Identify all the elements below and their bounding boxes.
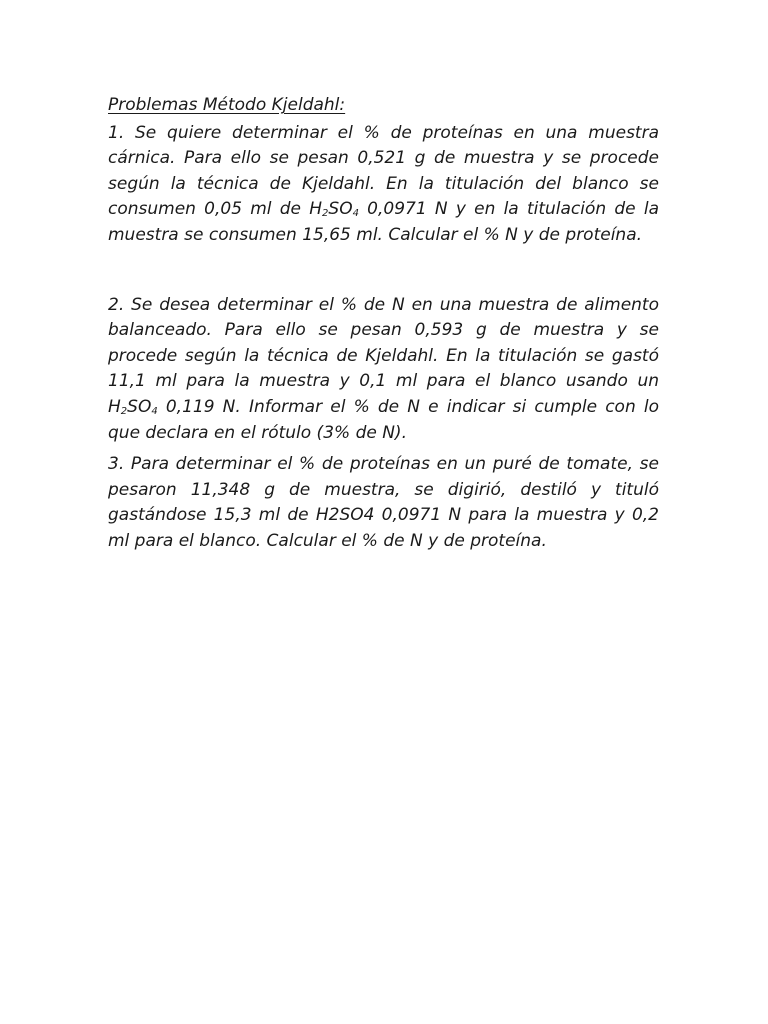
problem-3: 3. Para determinar el % de proteínas en un puré de tomate, se pesaron 11,348 g de muestra, se digirió, destiló y tituló gastándose 15,3 ml de H2SO4 0,0971 N para la muestra y 0,2 ml para el blanco. Calcular el % de N y de proteína. [108,454,659,551]
problem-1-subscript-a: 2 [322,208,329,220]
document-body [108,93,659,555]
problem-2-text-c: 0,119 N. Informar el % de N e indicar si cumple con lo que declara en el rótulo (3% de N). [108,396,659,443]
problem-2-text-b: SO [127,396,152,417]
problem-1-text-a: 1. Se quiere determinar el % de proteínas en una muestra cárnica. Para ello se pesan 0,521 g de muestra y se procede según la técnica de Kjeldahl. En la titulación del blanco se consumen 0,05 ml de H [108,122,659,220]
problem-1-text-c: 0,0971 N y en la titulación de la muestra se consumen 15,65 ml. Calcular el % N y de proteína. [108,199,659,245]
problem-2-subscript-a: 2 [120,405,128,417]
problem-1-text-b: SO [328,199,353,220]
problem-2 [108,293,659,447]
problem-2-subscript-b: 4 [151,405,158,417]
problem-2-text-a: 2. Se desea determinar el % de N en una muestra de alimento balanceado. Para ello se pesan 0,593 g de muestra y se procede según la técnica de Kjeldahl. En la titulación se gastó 11,1 ml para la muestra y 0,1 ml para el blanco usando un H [108,294,659,417]
document-title: Problemas Método Kjeldahl: [108,95,346,115]
problem-1-subscript-b: 4 [352,208,359,220]
problem-1 [108,121,659,249]
